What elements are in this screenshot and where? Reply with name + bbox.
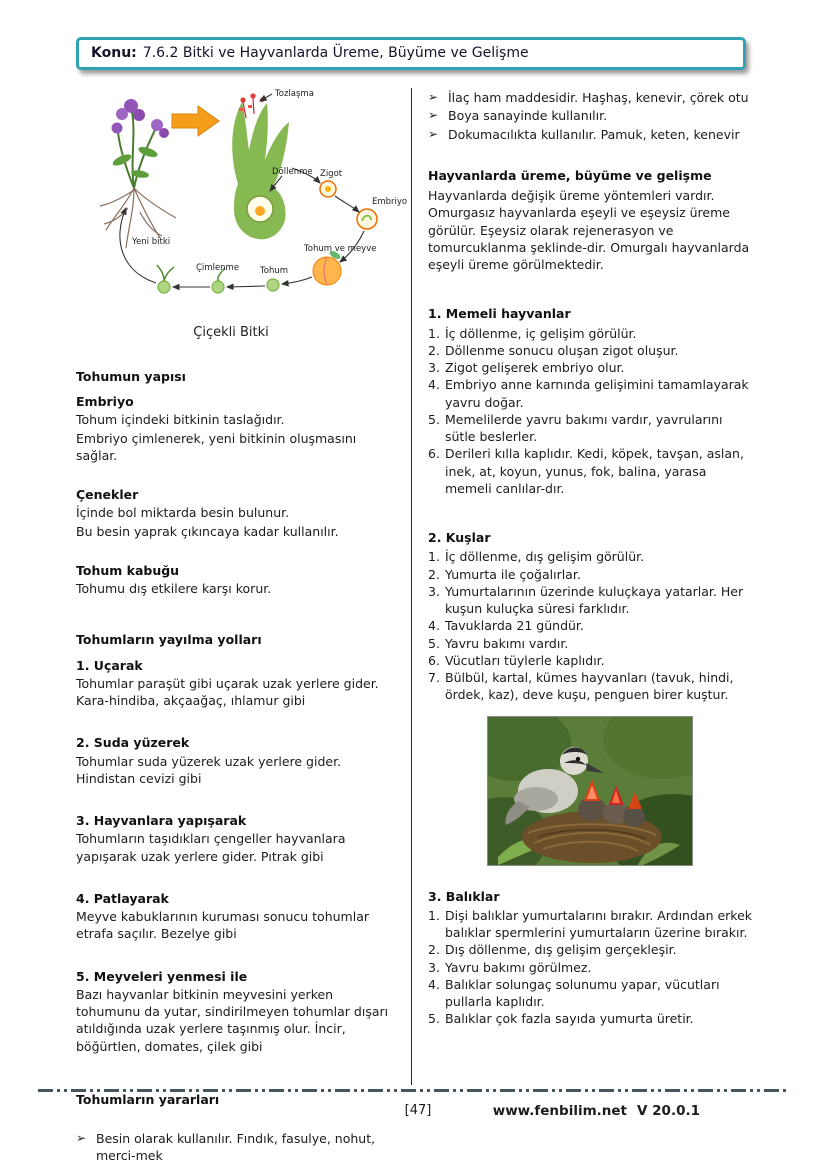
mammals-list [428, 325, 752, 498]
list-item [428, 669, 752, 704]
benefit-text: Besin olarak kullanılır. Fındık, fasulye, nohut, merci-mek [96, 1131, 376, 1164]
item-text: Memelilerde yavru bakımı vardır, yavrularını sütle beslerler. [445, 411, 723, 444]
seed-benefits-section [76, 1091, 396, 1165]
diagram-label-zigot: Zigot [320, 169, 343, 179]
list-item [428, 976, 752, 1011]
item-text: İç döllenme, iç gelişim görülür. [445, 325, 637, 341]
item-text: Balıklar çok fazla sayıda yumurta üretir. [445, 1011, 694, 1027]
zygote-drawing [320, 181, 336, 197]
item-text: Dişi balıklar yumurtalarını bırakır. Ardından erkek balıklar spermlerini yumurtaların üzerine bırakır. [445, 907, 753, 940]
item-text: Derileri kılla kaplıdır. Kedi, köpek, tavşan, aslan, inek, at, koyun, yunus, fok, balina, yarasa memeli canlılar-dır. [445, 446, 744, 496]
diagram-label-yeni-bitki: Yeni bitki [132, 237, 171, 247]
list-item [428, 325, 752, 342]
arrow-bullet-icon: ➢ [76, 1131, 87, 1146]
list-item [428, 126, 752, 143]
dispersal-method [76, 657, 396, 710]
list-item [428, 548, 752, 565]
item-text: Yavru bakımı görülmez. [445, 959, 592, 975]
method-text: Tohumların taşıdıkları çengeller hayvanlara yapışarak uzak yerlere gider. Pıtrak gibi [76, 831, 346, 864]
seed-part-line: Tohum içindeki bitkinin taslağıdır. [76, 412, 285, 428]
item-number: 3. [428, 959, 440, 975]
benefit-text: İlaç ham maddesidir. Haşhaş, kenevir, çörek otu [448, 90, 749, 105]
seed-part-cenekler [76, 486, 396, 540]
item-number: 2. [428, 942, 440, 958]
list-item [428, 445, 752, 497]
item-number: 5. [428, 1011, 440, 1027]
seed-structure-section [76, 368, 396, 598]
method-text: Tohumlar suda yüzerek uzak yerlere gider. Hindistan cevizi gibi [76, 753, 342, 786]
item-number: 4. [428, 618, 440, 634]
seed-part-line: Embriyo çimlenerek, yeni bitkinin oluşmasını sağlar. [76, 430, 357, 463]
item-number: 1. [428, 549, 440, 565]
item-text: Yumurta ile çoğalırlar. [445, 566, 581, 582]
topic-header [76, 37, 746, 70]
dispersal-method [76, 890, 396, 943]
arrow-bullet-icon: ➢ [428, 108, 439, 123]
item-text: Döllenme sonucu oluşan zigot oluşur. [445, 342, 679, 358]
page-number: [47] [404, 1103, 432, 1118]
flowering-plant-drawing [100, 99, 176, 248]
item-number: 1. [428, 325, 440, 341]
diagram-label-cimlenme: Çimlenme [196, 263, 240, 273]
item-number: 6. [428, 446, 440, 462]
fish-heading: 3. Balıklar [428, 888, 500, 904]
item-number: 7. [428, 670, 440, 685]
benefit-text: Boya sanayinde kullanılır. [448, 108, 608, 124]
item-text: Balıklar solungaç solunumu yapar, vücutları pullarla kaplıdır. [445, 976, 720, 1009]
method-text: Bazı hayvanlar bitkinin meyvesini yerken tohumunu da yutar, sindirilmeyen tohumlar dışarı atıldığında uzak yerlere taşınmış olur. İncir, böğürtlen, domates, çilek gibi [76, 986, 389, 1054]
item-number: 4. [428, 976, 440, 992]
list-item [76, 1130, 396, 1165]
list-item [428, 907, 752, 942]
list-item [428, 635, 752, 652]
animal-reproduction-heading: Hayvanlarda üreme, büyüme ve gelişme [428, 167, 712, 183]
seed-part-tohum-kabugu [76, 562, 396, 598]
item-number: 1. [428, 907, 440, 923]
diagram-caption: Çiçekli Bitki [193, 325, 269, 340]
topic-label: Konu: [91, 44, 137, 61]
birds-heading: 2. Kuşlar [428, 530, 491, 545]
new-plant-drawing [157, 265, 174, 293]
list-item [428, 107, 752, 124]
site-url: www.fenbilim.net [492, 1103, 628, 1119]
animal-reproduction-section [428, 167, 752, 274]
list-item [428, 566, 752, 583]
mammals-heading: 1. Memeli hayvanlar [428, 306, 571, 322]
item-text: Embriyo anne karnında gelişimini tamamlayarak yavru doğar. [445, 377, 749, 410]
list-item [428, 359, 752, 376]
item-text: Tavuklarda 21 gündür. [445, 618, 584, 634]
dispersal-method [76, 812, 396, 865]
item-text: Vücutları tüylerle kaplıdır. [445, 652, 605, 668]
method-name: 5. Meyveleri yenmesi ile [76, 968, 248, 984]
footer-site [493, 1102, 700, 1121]
diagram-label-tohum: Tohum [260, 266, 289, 276]
list-item [428, 342, 752, 359]
dispersal-method [76, 968, 396, 1055]
list-item [428, 617, 752, 634]
item-text: Yumurtalarının üzerinde kuluçkaya yatarlar. Her kuşun kuluçka süresi farklıdır. [445, 583, 744, 616]
birds-section [428, 529, 752, 704]
dispersal-section [76, 631, 396, 1055]
method-name: 3. Hayvanlara yapışarak [76, 813, 247, 829]
seed-part-name: Embriyo [76, 394, 134, 410]
seed-part-line: Tohumu dış etkilere karşı korur. [76, 581, 272, 597]
item-text: Dış döllenme, dış gelişim gerçekleşir. [445, 942, 677, 958]
mammals-section [428, 305, 752, 497]
item-number: 5. [428, 411, 440, 427]
arrow-bullet-icon: ➢ [428, 90, 439, 104]
footer-divider [38, 1089, 790, 1092]
method-name: 2. Suda yüzerek [76, 735, 190, 751]
item-number: 3. [428, 360, 440, 375]
method-name: 4. Patlayarak [76, 890, 169, 906]
seed-part-line: İçinde bol miktarda besin bulunur. [76, 505, 290, 521]
fish-list [428, 907, 752, 1028]
fish-section [428, 888, 752, 1028]
fruit-drawing [313, 249, 342, 285]
benefits-continued [428, 89, 752, 143]
seed-part-line: Bu besin yaprak çıkıncaya kadar kullanılır. [76, 523, 339, 539]
dispersal-heading: Tohumların yayılma yolları [76, 632, 262, 648]
bird-feeding-photo [487, 716, 693, 866]
seed-part-name: Tohum kabuğu [76, 562, 180, 578]
method-text: Tohumlar paraşüt gibi uçarak uzak yerlere gider. Kara-hindiba, akçaağaç, ıhlamur gibi [76, 675, 379, 709]
list-item [428, 652, 752, 669]
animal-reproduction-intro: Hayvanlarda değişik üreme yöntemleri vardır. Omurgasız hayvanlarda eşeyli ve eşeysiz üreme görülür. Eşeysiz olarak rejenerasyon ve tomurcuklanma şeklinde-dir. Omurgalı hayvanlarda eşeyli üreme görülmektedir. [428, 188, 750, 272]
left-column [76, 88, 408, 1164]
benefits-heading: Tohumların yararları [76, 1091, 220, 1107]
seed-part-name: Çenekler [76, 487, 139, 503]
list-item [428, 89, 752, 106]
diagram-label-tohum-ve-meyve: Tohum ve meyve [304, 244, 377, 254]
item-number: 5. [428, 635, 440, 651]
embryo-drawing [357, 209, 377, 229]
item-number: 2. [428, 566, 440, 582]
list-item [428, 1010, 752, 1027]
method-text: Meyve kabuklarının kuruması sonucu tohumlar etrafa saçılır. Bezelye gibi [76, 909, 369, 942]
list-item [428, 941, 752, 958]
item-text: Zigot gelişerek embriyo olur. [445, 360, 625, 375]
right-column [428, 88, 752, 1085]
item-text: İç döllenme, dış gelişim görülür. [445, 549, 645, 565]
birds-list [428, 548, 752, 703]
seed-drawing [267, 279, 279, 291]
method-name: 1. Uçarak [76, 657, 143, 673]
diagram-label-tozlasma: Tozlaşma [275, 89, 314, 99]
arrow-bullet-icon: ➢ [428, 126, 439, 141]
item-number: 2. [428, 342, 440, 358]
transition-arrow [172, 106, 219, 136]
benefit-text: Dokumacılıkta kullanılır. Pamuk, keten, kenevir [448, 126, 740, 142]
topic-title: 7.6.2 Bitki ve Hayvanlarda Üreme, Büyüme ve Gelişme [142, 44, 529, 61]
item-number: 6. [428, 652, 440, 668]
seed-structure-heading: Tohumun yapısı [76, 368, 186, 384]
column-divider [411, 88, 412, 1085]
item-text: Bülbül, kartal, kümes hayvanları (tavuk, hindi, ördek, kaz), deve kuşu, penguen birer kuştur. [445, 670, 734, 703]
seed-part-embriyo [76, 393, 396, 464]
item-number: 3. [428, 583, 440, 599]
list-item [428, 411, 752, 446]
diagram-label-embriyo: Embriyo [372, 197, 408, 207]
diagram-label-dollenme: Döllenme [272, 167, 313, 177]
list-item [428, 583, 752, 618]
plant-lifecycle-diagram [76, 88, 408, 314]
list-item [428, 376, 752, 411]
item-number: 4. [428, 377, 440, 393]
lifecycle-drawing [76, 88, 408, 314]
list-item [428, 959, 752, 976]
dispersal-method [76, 734, 396, 787]
site-version: V 20.0.1 [637, 1103, 700, 1119]
item-text: Yavru bakımı vardır. [445, 635, 569, 651]
